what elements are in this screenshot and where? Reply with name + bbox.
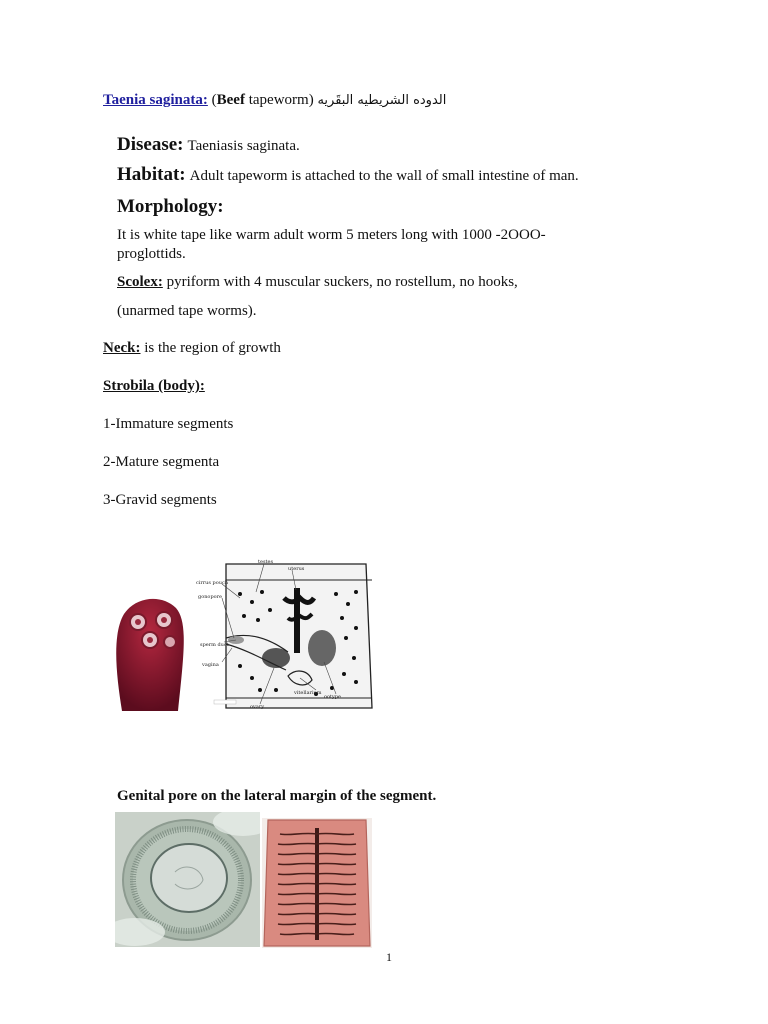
scolex-label: Scolex: [117, 274, 163, 290]
label-cirrus-pouch: cirrus pouch [196, 580, 229, 586]
mature-segment-diagram [196, 558, 376, 713]
scolex-row [117, 273, 677, 292]
neck-label: Neck: [103, 340, 141, 356]
morphology-desc-line1: It is white tape like warm adult worm 5 meters long with 1000 -2OOO- [117, 227, 546, 243]
caption: Genital pore on the lateral margin of the segment. [117, 788, 437, 804]
habitat-text: Adult tapeworm is attached to the wall of small intestine of man. [189, 168, 579, 184]
strobila-label: Strobila (body): [103, 378, 205, 394]
gravid-segment-photo [262, 818, 372, 948]
label-gonopore: gonopore [198, 594, 223, 600]
morphology-label: Morphology: [117, 196, 224, 217]
habitat-row [117, 164, 579, 186]
label-sperm-duct: sperm duct [200, 642, 229, 648]
strobila-item-3: 3-Gravid segments [103, 492, 217, 508]
strobila-item-2: 2-Mature segmenta [103, 454, 220, 470]
title-line [103, 92, 446, 109]
title-arabic: الدوده الشريطيه البقَريه [317, 93, 447, 108]
label-ovary: ovary [250, 704, 265, 710]
title-open-paren: ( [211, 92, 217, 108]
egg-photo [115, 812, 260, 947]
scolex-text: pyriform with 4 muscular suckers, no rostellum, no hooks, [162, 274, 518, 290]
label-testes: testes [258, 559, 274, 565]
disease-label: Disease: [117, 134, 184, 155]
habitat-label: Habitat: [117, 164, 186, 185]
label-vagina: vagina [202, 662, 219, 668]
morphology-desc-line2: proglottids. [117, 246, 186, 262]
label-ootype: ootype [324, 694, 342, 700]
page-number: 1 [386, 950, 392, 964]
neck-row [103, 340, 281, 357]
scolex-photo [112, 594, 188, 711]
title-link[interactable]: Taenia saginata: [103, 92, 208, 108]
strobila-item-1: 1-Immature segments [103, 416, 234, 432]
title-tapeworm: tapeworm) [244, 92, 314, 108]
label-vitellarium: vitellarium [294, 690, 322, 696]
title-beef: Beef [216, 92, 245, 108]
morphology-description [117, 226, 677, 264]
scolex-text-continued: (unarmed tape worms). [117, 303, 257, 319]
disease-text: Taeniasis saginata. [187, 138, 300, 154]
disease-row [117, 134, 300, 156]
morphology-row [117, 196, 224, 218]
neck-text: is the region of growth [140, 340, 281, 356]
strobila-heading [103, 378, 205, 395]
label-uterus: uterus [288, 566, 305, 572]
